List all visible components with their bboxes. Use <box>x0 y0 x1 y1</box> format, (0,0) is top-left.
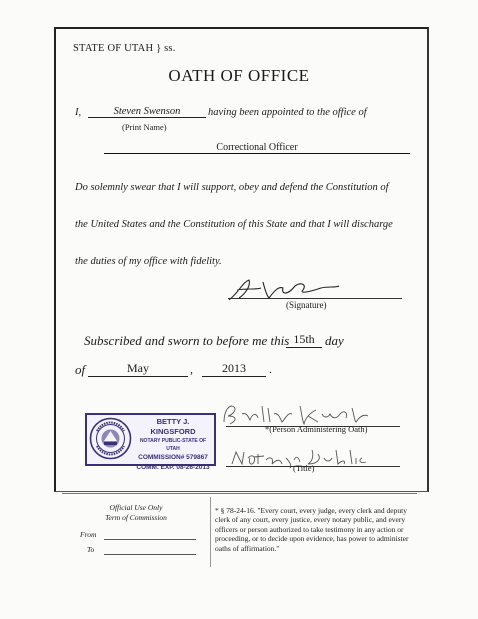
stamp-text-block <box>135 417 211 473</box>
notary-commission: COMMISSION# 579867 <box>138 454 208 461</box>
from-label: From <box>80 530 97 539</box>
notary-name: BETTY J. KINGSFORD <box>150 417 196 436</box>
term-of-commission-label: Term of Commission <box>105 513 167 522</box>
print-name-label: (Print Name) <box>122 122 167 132</box>
official-use-label: Official Use Only <box>109 503 163 512</box>
from-field <box>104 539 196 540</box>
to-field <box>104 554 196 555</box>
notary-expiration: COMM. EXP. 08-26-2013 <box>136 464 210 471</box>
footer-column-divider <box>210 497 211 567</box>
date-comma: , <box>190 362 193 376</box>
signature-line <box>228 298 402 299</box>
statute-note: * § 78-24-16. "Every court, every judge, every clerk and deputy clerk of any court, every justice, every notary public, and every officers or person authorized to take testimony in any action or proceeding, or to decide upon evidence, has power to administer oaths of affirmation." <box>215 506 409 553</box>
title-label: (Title) <box>293 463 315 473</box>
office-field: Correctional Officer <box>104 142 410 154</box>
signature-label: (Signature) <box>286 300 327 310</box>
venue-heading: STATE OF UTAH } ss. <box>73 43 176 54</box>
pronoun-label: I, <box>75 107 82 118</box>
oath-line-2: the United States and the Constitution of this State and that I will discharge <box>75 219 393 230</box>
oath-taker-signature <box>225 276 345 304</box>
year-field: 2013 <box>202 361 266 377</box>
notary-subtitle: NOTARY PUBLIC-STATE OF UTAH <box>139 438 207 452</box>
date-period: . <box>269 362 272 376</box>
month-field: May <box>88 361 188 377</box>
print-name-field: Steven Swenson <box>88 106 206 118</box>
notary-stamp <box>85 413 216 471</box>
oath-line-1: Do solemnly swear that I will support, obey and defend the Constitution of <box>75 182 389 193</box>
day-field: 15th <box>286 332 322 348</box>
notary-seal-icon <box>89 417 132 460</box>
appointed-text: having been appointed to the office of <box>208 107 367 118</box>
official-use-heading <box>62 503 210 523</box>
footer-divider <box>62 493 417 494</box>
oath-line-3: the duties of my office with fidelity. <box>75 256 222 267</box>
to-label: To <box>87 545 95 554</box>
day-word: day <box>325 333 344 348</box>
administrator-label: *(Person Administering Oath) <box>265 424 368 434</box>
subscribed-text: Subscribed and sworn to before me this <box>84 333 290 348</box>
document-title: OATH OF OFFICE <box>168 66 310 85</box>
of-word: of <box>75 362 86 377</box>
